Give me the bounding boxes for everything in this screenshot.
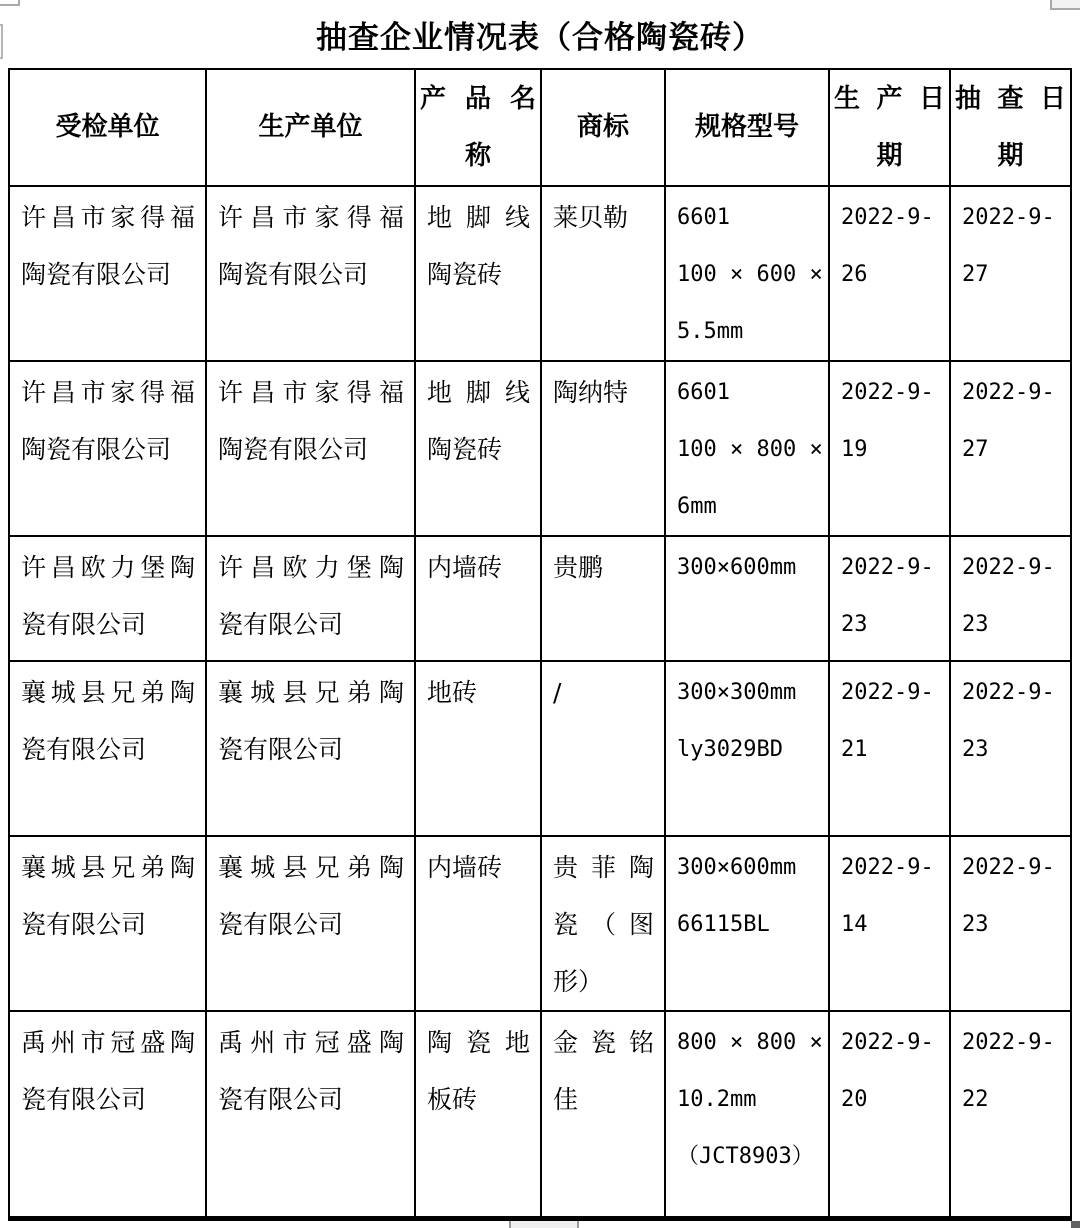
cell-line: 300×600mm bbox=[677, 555, 797, 580]
cell-line: 瓷有限公司 bbox=[218, 610, 344, 639]
table-cell bbox=[415, 186, 541, 361]
cell-line: 期 bbox=[997, 140, 1024, 171]
cell-line: 2022-9- bbox=[962, 855, 1055, 880]
scrollbar-thumb[interactable] bbox=[509, 1221, 579, 1228]
cell-line: 金瓷铭 bbox=[553, 1028, 654, 1057]
cell-line: 瓷有限公司 bbox=[21, 910, 147, 939]
cell-line: 许昌市家得福 bbox=[218, 203, 404, 232]
table-cell bbox=[9, 361, 206, 536]
cell-line: 2022-9- bbox=[962, 380, 1055, 405]
cell-line: / bbox=[553, 678, 562, 707]
header-cell bbox=[9, 69, 206, 186]
window-fragment-top-right bbox=[1050, 0, 1080, 10]
cell-line: 20 bbox=[841, 1087, 868, 1112]
cell-line: 许昌欧力堡陶 bbox=[21, 553, 195, 582]
table-cell bbox=[541, 836, 665, 1011]
table-cell bbox=[415, 536, 541, 661]
cell-line: 瓷有限公司 bbox=[21, 610, 147, 639]
table-cell bbox=[415, 1011, 541, 1218]
table-row bbox=[9, 1011, 1071, 1218]
table-cell bbox=[9, 661, 206, 836]
cell-line: 生产单位 bbox=[258, 112, 363, 142]
table-cell bbox=[206, 836, 415, 1011]
cell-line: 66115BL bbox=[677, 912, 770, 937]
cell-line: 2022-9- bbox=[841, 855, 934, 880]
header-row bbox=[9, 69, 1071, 186]
cell-line: 地脚线 bbox=[427, 203, 530, 232]
cell-line: 佳 bbox=[553, 1085, 579, 1114]
table-cell bbox=[541, 661, 665, 836]
cell-line: 襄城县兄弟陶 bbox=[21, 853, 195, 882]
cell-line: 瓷（图 bbox=[553, 910, 654, 939]
cell-line: 800 × 800 × bbox=[677, 1030, 823, 1055]
table-cell bbox=[665, 661, 829, 836]
table-row bbox=[9, 661, 1071, 836]
table-cell bbox=[541, 1011, 665, 1218]
cell-line: 100 × 600 × bbox=[677, 262, 823, 287]
cell-line: 产品名 bbox=[420, 83, 536, 114]
cell-line: 内墙砖 bbox=[427, 853, 503, 882]
cell-line: 陶瓷砖 bbox=[427, 260, 503, 289]
table-body bbox=[9, 186, 1071, 1218]
cell-line: 19 bbox=[841, 437, 868, 462]
cell-line: 陶瓷有限公司 bbox=[218, 260, 369, 289]
cell-line: （JCT8903） bbox=[677, 1144, 814, 1169]
cell-line: 受检单位 bbox=[55, 112, 160, 142]
cell-line: 23 bbox=[962, 612, 989, 637]
cell-line: 300×600mm bbox=[677, 855, 797, 880]
cell-line: 抽查日 bbox=[955, 83, 1066, 114]
cell-line: 2022-9- bbox=[962, 1030, 1055, 1055]
cell-line: 形） bbox=[553, 967, 604, 996]
header-cell bbox=[829, 69, 950, 186]
table-cell bbox=[9, 186, 206, 361]
resize-corner bbox=[1071, 1221, 1080, 1228]
cell-line: 板砖 bbox=[427, 1085, 478, 1114]
table-cell bbox=[950, 661, 1071, 836]
table-cell bbox=[415, 361, 541, 536]
table-cell bbox=[9, 1011, 206, 1218]
cell-line: 6601 bbox=[677, 380, 730, 405]
cell-line: 2022-9- bbox=[962, 205, 1055, 230]
cell-line: 瓷有限公司 bbox=[21, 735, 147, 764]
table-row bbox=[9, 536, 1071, 661]
cell-line: 14 bbox=[841, 912, 868, 937]
cell-line: 23 bbox=[962, 912, 989, 937]
cell-line: 许昌市家得福 bbox=[21, 378, 195, 407]
cell-line: 2022-9- bbox=[841, 205, 934, 230]
cell-line: 生产日 bbox=[834, 83, 945, 114]
table-cell bbox=[950, 361, 1071, 536]
table-cell bbox=[206, 186, 415, 361]
cell-line: 6601 bbox=[677, 205, 730, 230]
cell-line: 瓷有限公司 bbox=[218, 910, 344, 939]
table-cell bbox=[206, 361, 415, 536]
cell-line: 内墙砖 bbox=[427, 553, 503, 582]
cell-line: 陶瓷砖 bbox=[427, 435, 503, 464]
cell-line: 6mm bbox=[677, 494, 717, 519]
cell-line: 瓷有限公司 bbox=[218, 735, 344, 764]
cell-line: 禹州市冠盛陶 bbox=[218, 1028, 404, 1057]
cell-line: 贵鹏 bbox=[553, 553, 604, 582]
page-title: 抽查企业情况表（合格陶瓷砖） bbox=[316, 20, 764, 56]
cell-line: 瓷有限公司 bbox=[21, 1085, 147, 1114]
cell-line: 规格型号 bbox=[694, 112, 799, 142]
cell-line: 许昌市家得福 bbox=[218, 378, 404, 407]
header-cell bbox=[206, 69, 415, 186]
table-cell bbox=[950, 536, 1071, 661]
cell-line: 陶瓷有限公司 bbox=[21, 260, 172, 289]
cell-line: 陶纳特 bbox=[553, 378, 629, 407]
cell-line: 2022-9- bbox=[841, 555, 934, 580]
table-cell bbox=[541, 186, 665, 361]
cell-line: 27 bbox=[962, 262, 989, 287]
cell-line: 期 bbox=[876, 140, 903, 171]
cell-line: 贵菲陶 bbox=[553, 853, 654, 882]
cell-line: 23 bbox=[962, 737, 989, 762]
table-cell bbox=[206, 536, 415, 661]
cell-line: 21 bbox=[841, 737, 868, 762]
cell-line: 5.5mm bbox=[677, 319, 744, 344]
inspection-table bbox=[8, 68, 1072, 1221]
cell-line: 26 bbox=[841, 262, 868, 287]
cell-line: 22 bbox=[962, 1087, 989, 1112]
cell-line: ly3029BD bbox=[677, 737, 783, 762]
cell-line: 2022-9- bbox=[841, 1030, 934, 1055]
table-cell bbox=[541, 536, 665, 661]
cell-line: 27 bbox=[962, 437, 989, 462]
window-fragment-left bbox=[0, 24, 3, 59]
table-cell bbox=[9, 536, 206, 661]
table-cell bbox=[541, 361, 665, 536]
table-cell bbox=[829, 361, 950, 536]
table-cell bbox=[665, 186, 829, 361]
cell-line: 陶瓷地 bbox=[427, 1028, 530, 1057]
cell-line: 2022-9- bbox=[841, 380, 934, 405]
cell-line: 地砖 bbox=[427, 678, 478, 707]
cell-line: 襄城县兄弟陶 bbox=[218, 678, 404, 707]
cell-line: 禹州市冠盛陶 bbox=[21, 1028, 195, 1057]
cell-line: 瓷有限公司 bbox=[218, 1085, 344, 1114]
table-row bbox=[9, 361, 1071, 536]
cell-line: 襄城县兄弟陶 bbox=[218, 853, 404, 882]
cell-line: 地脚线 bbox=[427, 378, 530, 407]
table-cell bbox=[829, 1011, 950, 1218]
table-cell bbox=[415, 836, 541, 1011]
table-row bbox=[9, 836, 1071, 1011]
cell-line: 2022-9- bbox=[962, 555, 1055, 580]
cell-line: 称 bbox=[464, 140, 491, 171]
table-cell bbox=[665, 536, 829, 661]
cell-line: 襄城县兄弟陶 bbox=[21, 678, 195, 707]
header-cell bbox=[665, 69, 829, 186]
table-cell bbox=[206, 1011, 415, 1218]
table-cell bbox=[415, 661, 541, 836]
cell-line: 2022-9- bbox=[841, 680, 934, 705]
table-cell bbox=[950, 836, 1071, 1011]
table-cell bbox=[665, 836, 829, 1011]
header-cell bbox=[415, 69, 541, 186]
table-cell bbox=[9, 836, 206, 1011]
table-cell bbox=[206, 661, 415, 836]
cell-line: 商标 bbox=[576, 112, 629, 142]
cell-line: 陶瓷有限公司 bbox=[218, 435, 369, 464]
table-cell bbox=[665, 1011, 829, 1218]
header-cell bbox=[541, 69, 665, 186]
cell-line: 许昌市家得福 bbox=[21, 203, 195, 232]
table-cell bbox=[950, 1011, 1071, 1218]
table-cell bbox=[829, 661, 950, 836]
table-cell bbox=[665, 361, 829, 536]
table-cell bbox=[829, 836, 950, 1011]
cell-line: 300×300mm bbox=[677, 680, 797, 705]
table-cell bbox=[950, 186, 1071, 361]
cell-line: 莱贝勒 bbox=[553, 203, 629, 232]
header-cell bbox=[950, 69, 1071, 186]
cell-line: 2022-9- bbox=[962, 680, 1055, 705]
table-row bbox=[9, 186, 1071, 361]
cell-line: 100 × 800 × bbox=[677, 437, 823, 462]
cell-line: 23 bbox=[841, 612, 868, 637]
table-cell bbox=[829, 536, 950, 661]
cell-line: 陶瓷有限公司 bbox=[21, 435, 172, 464]
cell-line: 10.2mm bbox=[677, 1087, 757, 1112]
table-cell bbox=[829, 186, 950, 361]
window-fragment-top-left bbox=[0, 0, 20, 6]
cell-line: 许昌欧力堡陶 bbox=[218, 553, 404, 582]
